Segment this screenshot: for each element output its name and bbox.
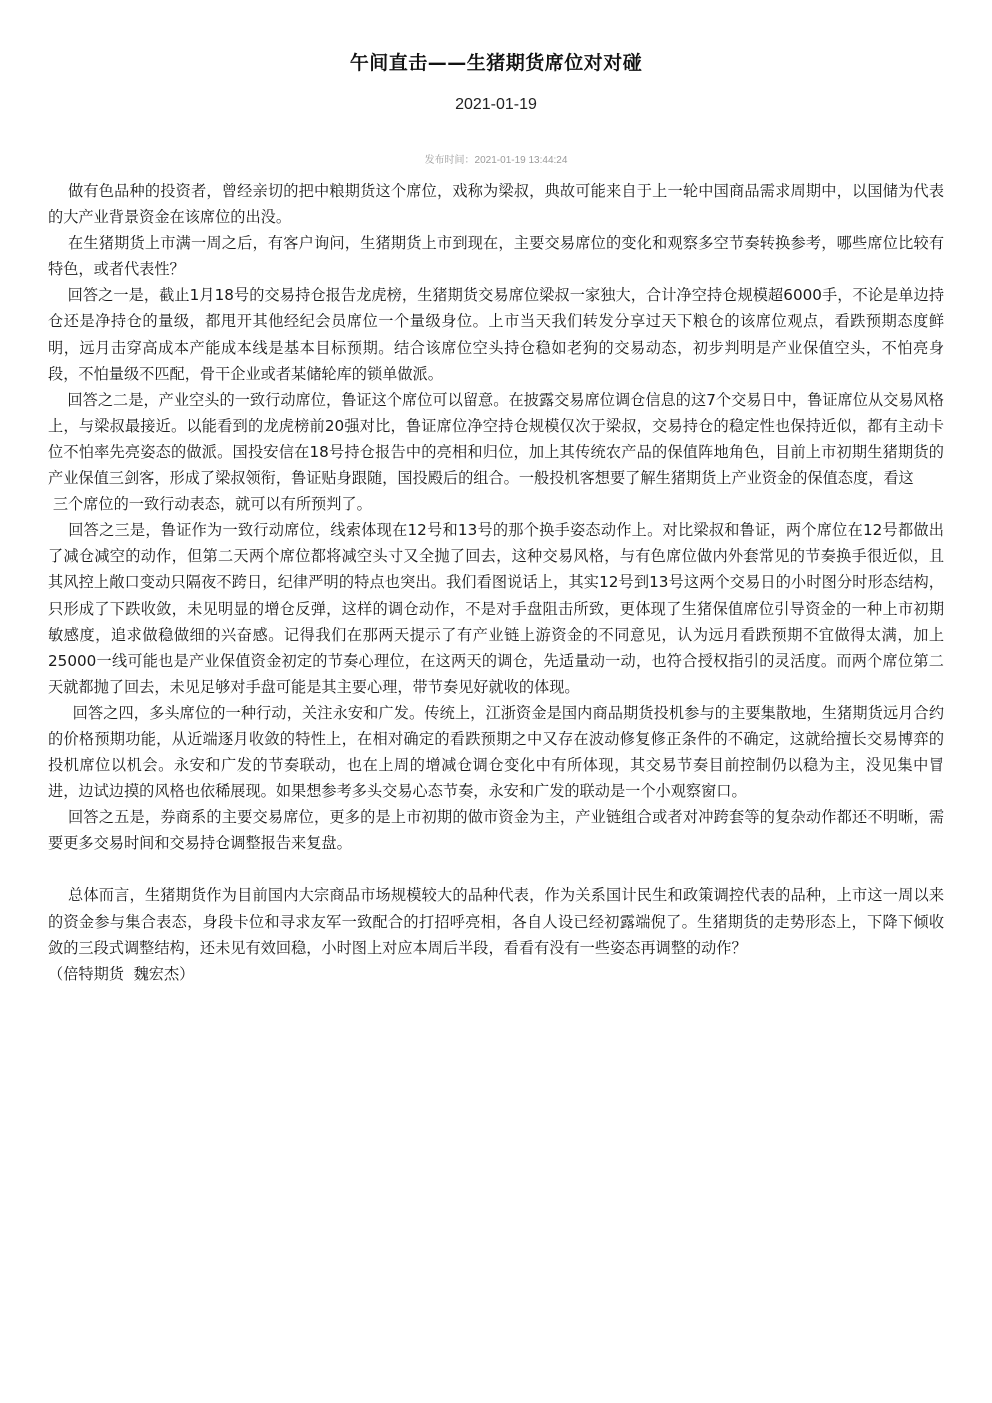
document-title: 午间直击——生猪期货席位对对碰 (349, 52, 643, 74)
document-date: 2021-01-19 (455, 96, 537, 113)
paragraph-question: 在生猪期货上市满一周之后，有客户询问，生猪期货上市到现在，主要交易席位的变化和观察多空节奏转换参考，哪些席位比较有特色，或者代表性？ (48, 234, 945, 279)
paragraph-answer-3: 回答之三是，鲁证作为一致行动席位，线索体现在12号和13号的那个换手姿态动作上。对比梁叔和鲁证，两个席位在12号都做出了减仓减空的动作，但第二天两个席位都将减空头寸又全抛了回去，这种交易风格，与有色席位做内外套常见的节奏换手很近似，且其风控上敞口变动只隔夜不跨日，纪律严明的特点也突出。我们看图说话上，其实12号到13号这两个交易日的小时图分时形态结构，只形成了下跌收敛，未见明显的增仓反弹，这样的调仓动作，不是对手盘阻击所致，更体现了生猪保值席位引导资金的一种上市初期敏感度，追求做稳做细的兴奋感。记得我们在那两天提示了有产业链上游资金的不同意见，认为远月看跌预期不宜做得太满，加上25000一线可能也是产业保值资金初定的节奏心理位，在这两天的调仓，先适量动一动，也符合授权指引的灵活度。而两个席位第二天就都抛了回去，未见足够对手盘可能是其主要心理，带节奏见好就收的体现。 (48, 521, 944, 696)
paragraph-answer-2: 回答之二是，产业空头的一致行动席位，鲁证这个席位可以留意。在披露交易席位调仓信息的这7个交易日中，鲁证席位从交易风格上，与梁叔最接近。以能看到的龙虎榜前20强对比，鲁证席位净空持仓规模仅次于梁叔，交易持仓的稳定性也保持近似，都有主动卡位不怕率先亮姿态的做派。国投安信在18号持仓报告中的亮相和归位，加上其传统农产品的保值阵地角色，目前上市初期生猪期货的产业保值三剑客，形成了梁叔领衔，鲁证贴身跟随，国投殿后的组合。一般投机客想要了解生猪期货上产业资金的保值态度，看这 (48, 390, 944, 488)
article-body (48, 178, 944, 987)
publish-time: 发布时间：2021-01-19 13:44:24 (424, 155, 568, 166)
paragraph-answer-1: 回答之一是，截止1月18号的交易持仓报告龙虎榜，生猪期货交易席位梁叔一家独大，合计净空持仓规模超6000手，不论是单边持仓还是净持仓的量级，都甩开其他经纪会员席位一个量级身位。上市当天我们转发分享过天下粮仓的该席位观点，看跌预期态度鲜明，远月击穿高成本产能成本线是基本目标预期。结合该席位空头持仓稳如老狗的交易动态，初步判明是产业保值空头，不怕亮身段，不怕量级不匹配，骨干企业或者某储轮库的锁单做派。 (48, 286, 945, 383)
author-signature: （倍特期货 魏宏杰） (48, 964, 195, 983)
paragraph-answer-4: 回答之四，多头席位的一种行动，关注永安和广发。传统上，江浙资金是国内商品期货投机参与的主要集散地，生猪期货远月合约的价格预期功能，从近端逐月收敛的特性上，在相对确定的看跌预期之中又存在波动修复修正条件的不确定，这就给擅长交易博弈的投机席位以机会。永安和广发的节奏联动，也在上周的增减仓调仓变化中有所体现，其交易节奏目前控制仍以稳为主，没见集中冒进，边试边摸的风格也依稀展现。如果想参考多头交易心态节奏，永安和广发的联动是一个小观察窗口。 (48, 703, 945, 801)
paragraph-answer-2-cont: 三个席位的一致行动表态，就可以有所预判了。 (48, 495, 372, 514)
paragraph-intro: 做有色品种的投资者，曾经亲切的把中粮期货这个席位，戏称为梁叔，典故可能来自于上一轮中国商品需求周期中，以国储为代表的大产业背景资金在该席位的出没。 (48, 182, 945, 227)
paragraph-summary: 总体而言，生猪期货作为目前国内大宗商品市场规模较大的品种代表，作为关系国计民生和政策调控代表的品种，上市这一周以来的资金参与集合表态，身段卡位和寻求友军一致配合的打招呼亮相，各自人设已经初露端倪了。生猪期货的走势形态上，下降下倾收敛的三段式调整结构，还未见有效回稳，小时图上对应本周后半段，看看有没有一些姿态再调整的动作？ (48, 886, 945, 957)
paragraph-answer-5: 回答之五是，券商系的主要交易席位，更多的是上市初期的做市资金为主，产业链组合或者对冲跨套等的复杂动作都还不明晰，需要更多交易时间和交易持仓调整报告来复盘。 (48, 808, 945, 853)
paragraph-spacer (48, 856, 944, 882)
